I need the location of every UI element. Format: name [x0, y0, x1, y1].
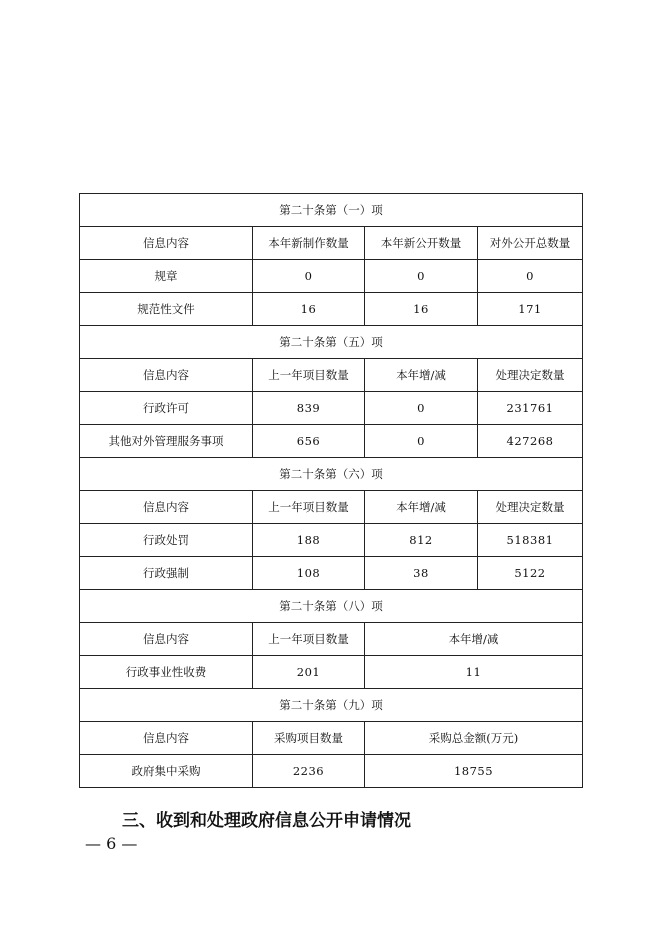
section-title: 第二十条第（八）项	[80, 590, 583, 623]
section-title-row	[80, 590, 583, 623]
cell-value: 16	[365, 293, 478, 326]
header-cell: 采购总金额(万元)	[365, 722, 583, 755]
row-label: 行政许可	[80, 392, 253, 425]
header-row	[80, 227, 583, 260]
cell-value: 427268	[478, 425, 583, 458]
header-cell: 采购项目数量	[253, 722, 365, 755]
header-cell: 上一年项目数量	[253, 491, 365, 524]
header-cell: 本年新制作数量	[253, 227, 365, 260]
header-row	[80, 722, 583, 755]
cell-value: 231761	[478, 392, 583, 425]
table-row	[80, 656, 583, 689]
cell-value: 518381	[478, 524, 583, 557]
cell-value: 5122	[478, 557, 583, 590]
row-label: 行政处罚	[80, 524, 253, 557]
section-title: 第二十条第（一）项	[80, 194, 583, 227]
header-row	[80, 359, 583, 392]
cell-value: 839	[253, 392, 365, 425]
disclosure-table	[79, 193, 583, 788]
cell-value: 812	[365, 524, 478, 557]
cell-value: 171	[478, 293, 583, 326]
header-cell: 本年增/减	[365, 623, 583, 656]
page-number: — 6 —	[85, 834, 138, 853]
row-label: 政府集中采购	[80, 755, 253, 788]
header-cell: 对外公开总数量	[478, 227, 583, 260]
cell-value: 2236	[253, 755, 365, 788]
header-cell: 上一年项目数量	[253, 359, 365, 392]
header-cell: 信息内容	[80, 359, 253, 392]
section-title-row	[80, 194, 583, 227]
cell-value: 16	[253, 293, 365, 326]
header-row	[80, 491, 583, 524]
row-label: 行政事业性收费	[80, 656, 253, 689]
row-label: 规范性文件	[80, 293, 253, 326]
cell-value: 0	[365, 425, 478, 458]
section-heading: 三、收到和处理政府信息公开申请情况	[122, 811, 411, 831]
cell-value: 11	[365, 656, 583, 689]
section-title-row	[80, 689, 583, 722]
header-cell: 本年增/减	[365, 491, 478, 524]
cell-value: 0	[478, 260, 583, 293]
header-cell: 上一年项目数量	[253, 623, 365, 656]
cell-value: 108	[253, 557, 365, 590]
header-cell: 本年增/减	[365, 359, 478, 392]
table-row	[80, 524, 583, 557]
cell-value: 656	[253, 425, 365, 458]
row-label: 行政强制	[80, 557, 253, 590]
cell-value: 188	[253, 524, 365, 557]
header-cell: 处理决定数量	[478, 491, 583, 524]
header-cell: 本年新公开数量	[365, 227, 478, 260]
section-title: 第二十条第（六）项	[80, 458, 583, 491]
section-title: 第二十条第（五）项	[80, 326, 583, 359]
section-title-row	[80, 326, 583, 359]
header-row	[80, 623, 583, 656]
table-row	[80, 293, 583, 326]
table-row	[80, 557, 583, 590]
header-cell: 信息内容	[80, 491, 253, 524]
header-cell: 处理决定数量	[478, 359, 583, 392]
cell-value: 0	[365, 392, 478, 425]
header-cell: 信息内容	[80, 623, 253, 656]
table-row	[80, 755, 583, 788]
header-cell: 信息内容	[80, 722, 253, 755]
row-label: 规章	[80, 260, 253, 293]
section-title-row	[80, 458, 583, 491]
cell-value: 0	[365, 260, 478, 293]
header-cell: 信息内容	[80, 227, 253, 260]
table-row	[80, 260, 583, 293]
table-row	[80, 392, 583, 425]
cell-value: 38	[365, 557, 478, 590]
table-row	[80, 425, 583, 458]
cell-value: 0	[253, 260, 365, 293]
cell-value: 201	[253, 656, 365, 689]
row-label: 其他对外管理服务事项	[80, 425, 253, 458]
section-title: 第二十条第（九）项	[80, 689, 583, 722]
cell-value: 18755	[365, 755, 583, 788]
